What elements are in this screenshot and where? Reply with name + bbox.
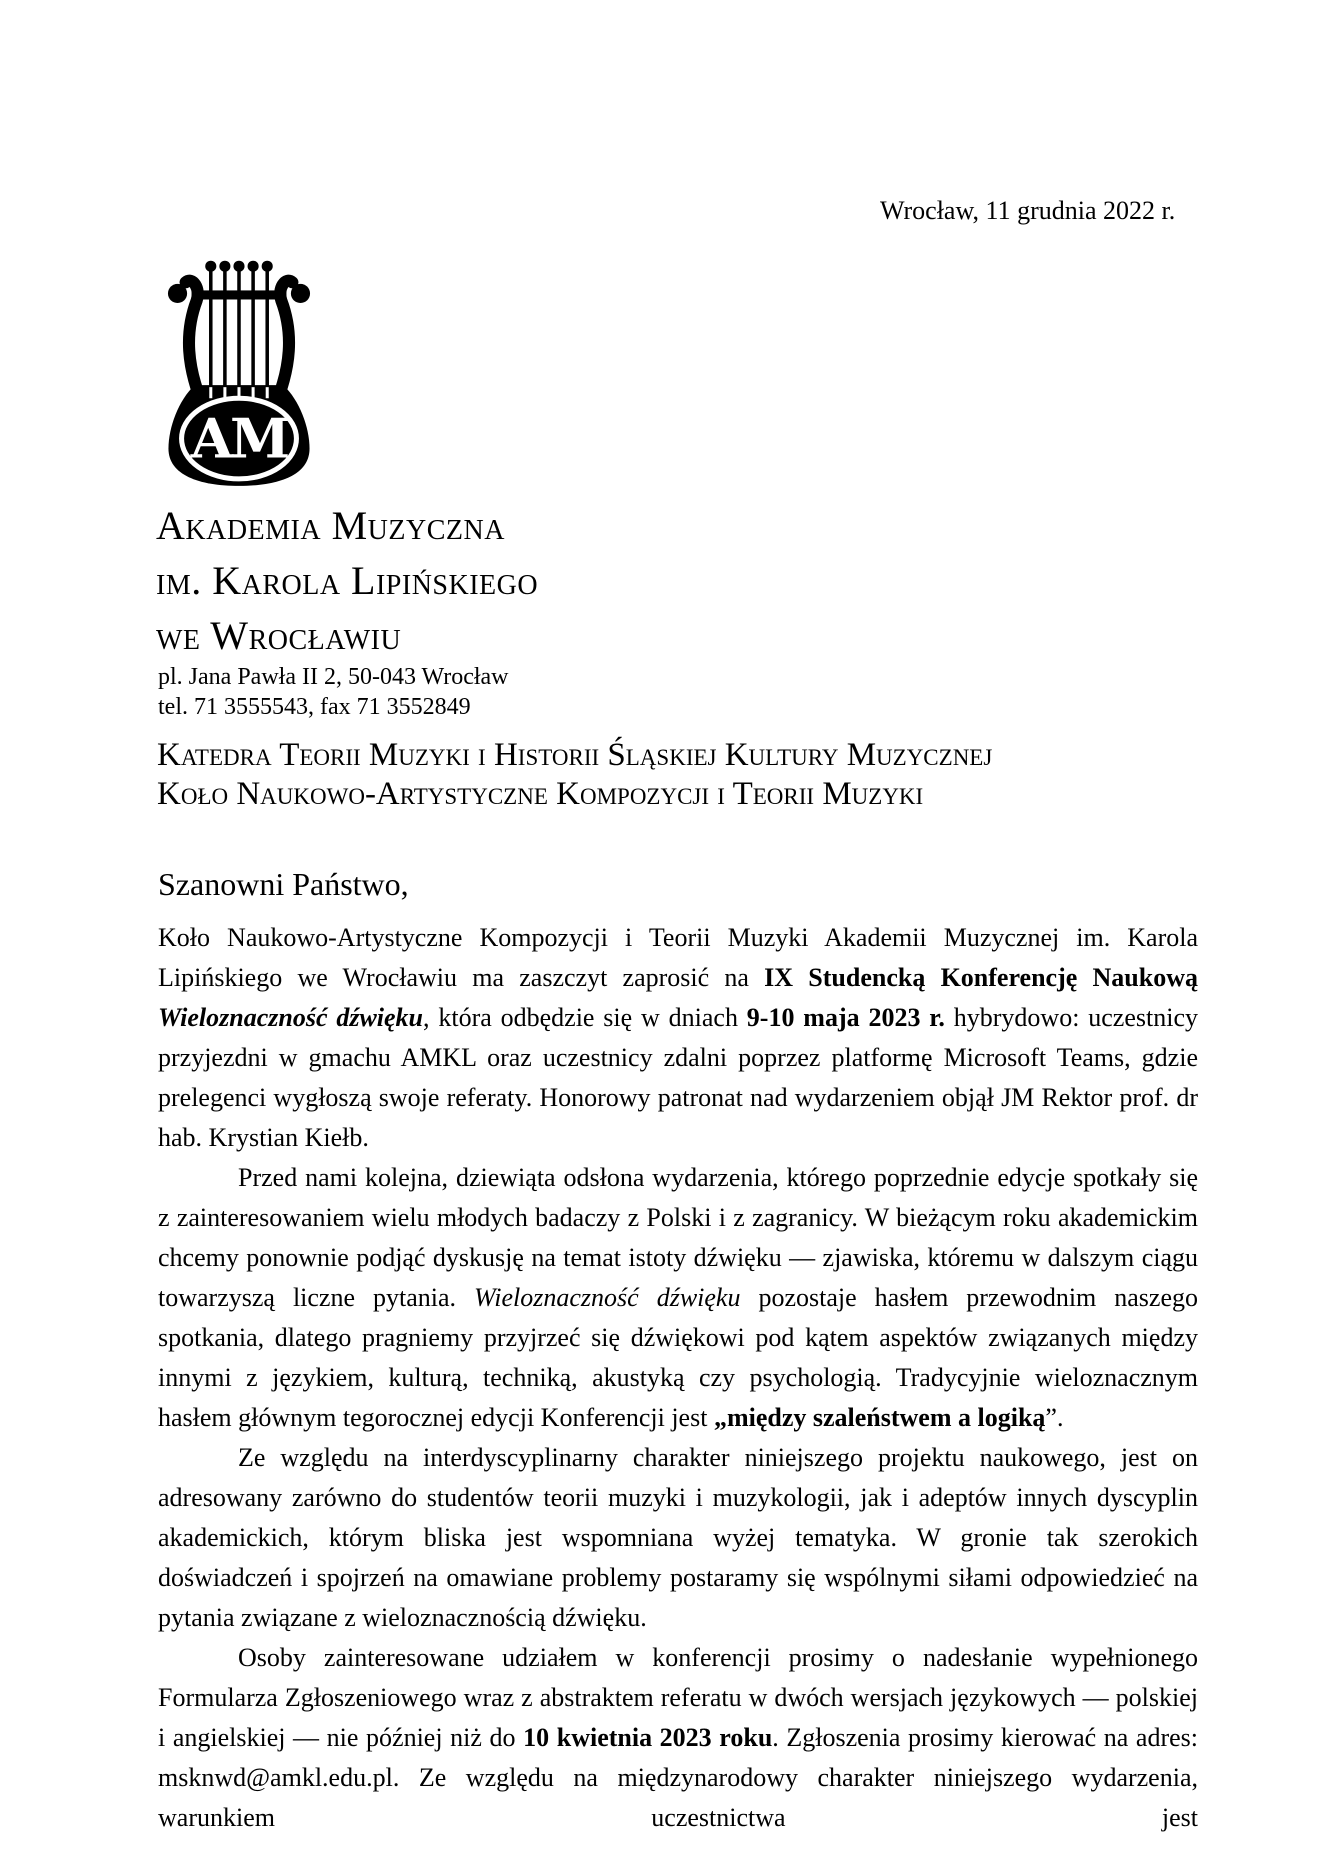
text-run: . Ze względu na międzynarodowy charakter niniejszego wydarzenia, warunkiem uczestnictwa jest bbox=[158, 1763, 1198, 1832]
text-run: 10 kwietnia 2023 roku bbox=[523, 1723, 773, 1752]
text-run: pozostaje hasłem przewodnim naszego spotkania, dlatego pragniemy przyjrzeć się dźwiękowi pod kątem aspektów związanych między innymi z językiem, kulturą, techniką, akustyką czy psychologią. Tradycyjnie wieloznacznym hasłem głównym tegorocznej edycji Konferencji jest bbox=[158, 1283, 1199, 1432]
lyre-crossbar-icon bbox=[192, 290, 287, 299]
institution-line-3: we Wrocławiu bbox=[156, 613, 402, 658]
amkl-lyre-logo bbox=[158, 236, 320, 498]
paragraph bbox=[158, 1438, 1198, 1638]
text-run: Wieloznaczność dźwięku bbox=[474, 1283, 741, 1312]
salutation: Szanowni Państwo, bbox=[158, 866, 409, 902]
text-run: Koło Naukowo-Artystyczne Kompozycji i Teorii Muzyki Akademii Muzycznej im. Karola Lipińskiego we Wrocławiu ma zaszczyt zaprosić na bbox=[158, 923, 1198, 992]
department-block bbox=[157, 736, 992, 814]
department-line-1: Katedra Teorii Muzyki i Historii Śląskiej Kultury Muzycznej bbox=[157, 737, 993, 773]
text-run: Wieloznaczność dźwięku bbox=[158, 1003, 424, 1032]
email-text: msknwd@amkl.edu.pl bbox=[158, 1763, 393, 1792]
text-run: hybrydowo: uczestnicy przyjezdni w gmachu AMKL oraz uczestnicy zdalni poprzez platformę Microsoft Teams, gdzie prelegenci wygłoszą swoje referaty. Honorowy patronat nad wydarzeniem objął JM Rektor prof. dr hab. Krystian Kiełb. bbox=[158, 1003, 1198, 1152]
letter-body bbox=[158, 918, 1198, 1838]
text-run: Osoby zainteresowane udziałem w konferencji prosimy o nadesłanie wypełnionego Formularza Zgłoszeniowego wraz z abstraktem referatu w dwóch wersjach językowych — polskiej i angielskiej — nie później niż do bbox=[158, 1643, 1198, 1752]
department-line-2: Koło Naukowo-Artystyczne Kompozycji i Teorii Muzyki bbox=[157, 776, 924, 812]
paragraph bbox=[158, 918, 1198, 1158]
paragraph bbox=[158, 1158, 1198, 1438]
phone-fax-line: tel. 71 3555543, fax 71 3552849 bbox=[158, 694, 471, 720]
text-run: ”. bbox=[1045, 1403, 1064, 1432]
lyre-strings-icon bbox=[211, 270, 267, 387]
paragraph bbox=[158, 1638, 1198, 1838]
address-block bbox=[158, 662, 509, 722]
text-run: „między szaleństwem a logiką bbox=[713, 1403, 1046, 1432]
date-line: Wrocław, 11 grudnia 2022 r. bbox=[880, 196, 1176, 225]
text-run: , która odbędzie się w dniach bbox=[423, 1003, 747, 1032]
text-run: Przed nami kolejna, dziewiąta odsłona wydarzenia, którego poprzednie edycje spotkały się z zainteresowaniem wielu młodych badaczy z Polski i z zagranicy. W bieżącym roku akademickim chcemy ponownie podjąć dyskusję na temat istoty dźwięku — zjawiska, któremu w dalszym ciągu towarzyszą liczne pytania. bbox=[158, 1163, 1198, 1312]
institution-line-2: im. Karola Lipińskiego bbox=[156, 558, 539, 603]
logo-monogram: AM bbox=[190, 406, 288, 471]
text-run: 9-10 maja 2023 r. bbox=[746, 1003, 945, 1032]
institution-name-block bbox=[156, 498, 538, 663]
text-run: IX Studencką Konferencję Naukową bbox=[764, 963, 1198, 992]
text-run: Ze względu na interdyscyplinarny charakter niniejszego projektu naukowego, jest on adresowany zarówno do studentów teorii muzyki i muzykologii, jak i adeptów innych dyscyplin akademickich, którym bliska jest wspomniana wyżej tematyka. W gronie tak szerokich doświadczeń i spojrzeń na omawiane problemy postaramy się wspólnymi siłami odpowiedzieć na pytania związane z wieloznacznością dźwięku. bbox=[158, 1443, 1198, 1632]
address-line: pl. Jana Pawła II 2, 50-043 Wrocław bbox=[158, 664, 509, 690]
institution-line-1: Akademia Muzyczna bbox=[156, 503, 505, 548]
text-run: . Zgłoszenia prosimy kierować na adres: bbox=[772, 1723, 1198, 1752]
